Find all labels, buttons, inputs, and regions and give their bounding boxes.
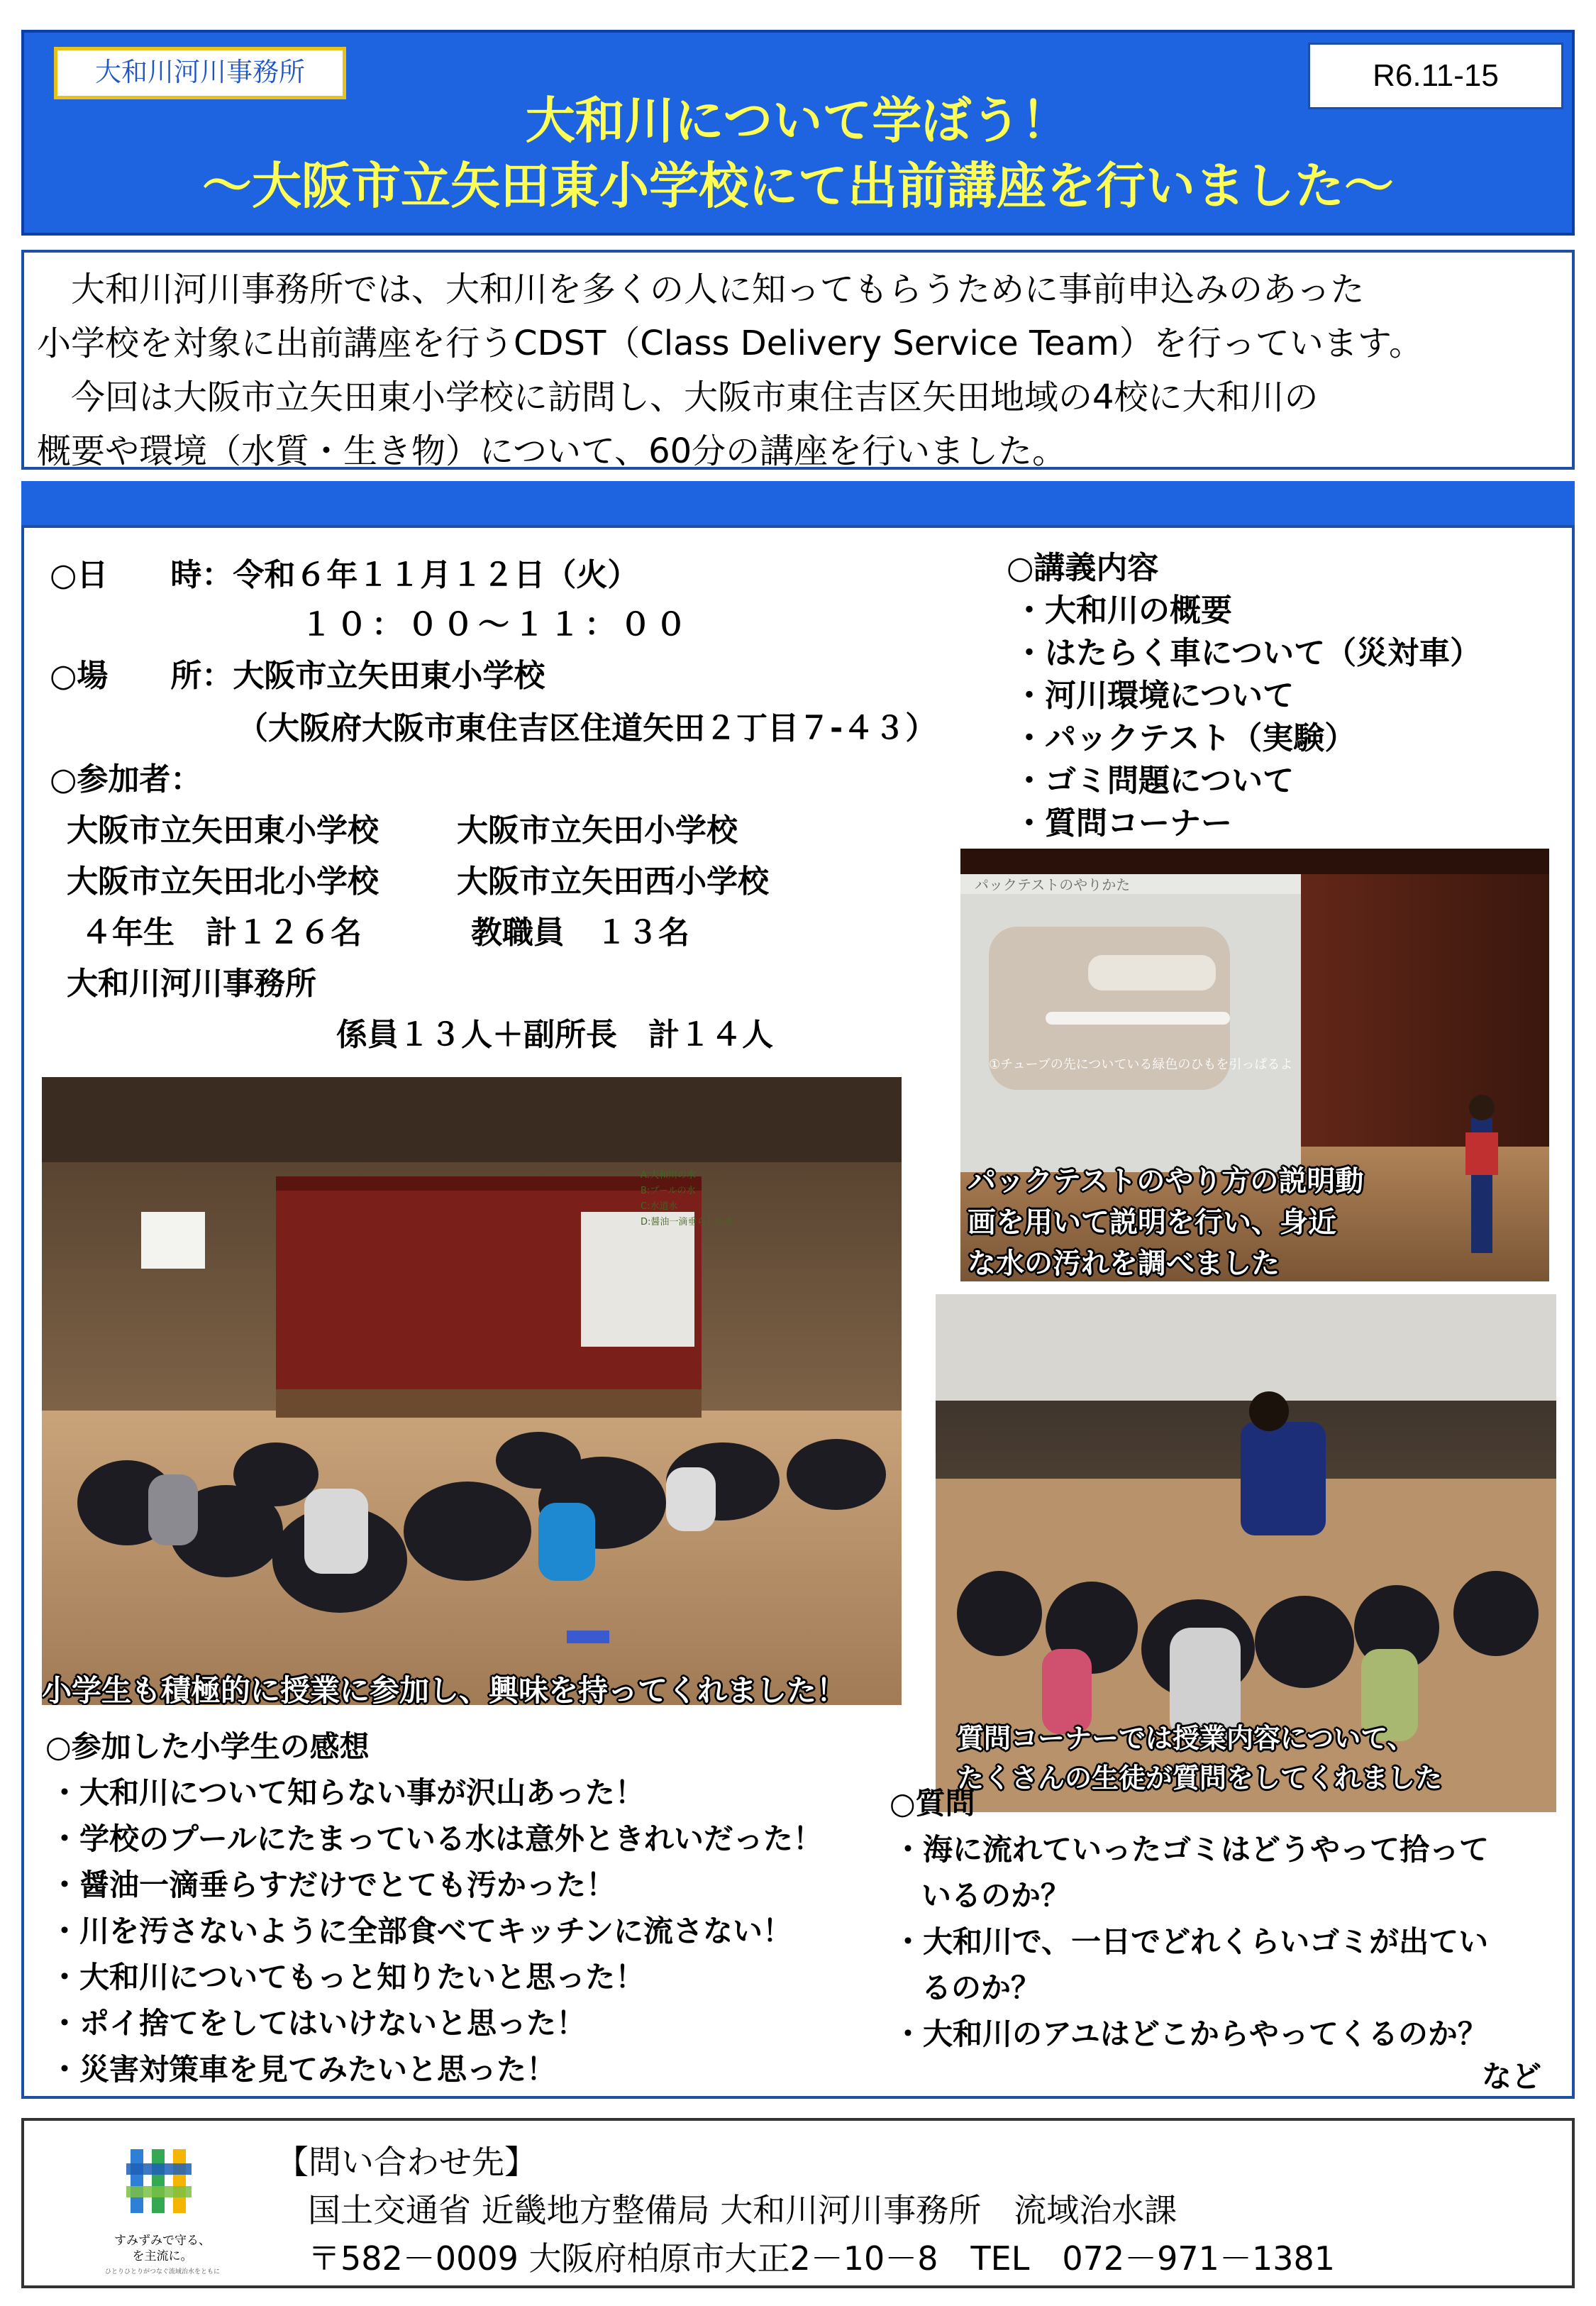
impression-item: ・学校のプールにたまっている水は意外ときれいだった！ — [50, 1821, 823, 1856]
quiz-line: C:水道水 — [641, 1201, 678, 1212]
intro-line: 小学校を対象に出前講座を行うCDST（Class Delivery Service Team）を行っています。 — [37, 324, 1423, 363]
divider-strip — [21, 481, 1575, 525]
contact-heading: 【問い合わせ先】 — [276, 2143, 537, 2181]
page-subtitle: ～大阪市立矢田東小学校にて出前講座を行いました～ — [202, 157, 1394, 215]
school-name: 大阪市立矢田小学校 — [457, 812, 738, 849]
caption-line: パックテストのやり方の説明動 — [968, 1165, 1364, 1198]
photo-question-corner — [936, 1294, 1556, 1812]
screen-title: パックテストのやりかた — [975, 876, 1131, 893]
contact-footer — [21, 2118, 1575, 2288]
impression-item: ・大和川についてもっと知りたいと思った！ — [50, 1960, 645, 1995]
question-item-cont: るのか？ — [921, 1970, 1041, 2005]
participants-label: ○参加者： — [50, 761, 202, 798]
caption-question — [957, 1719, 1442, 1798]
question-item: ・海に流れていったゴミはどうやって拾って — [893, 1832, 1490, 1867]
lecture-item: ・質問コーナー — [1014, 805, 1232, 842]
office-tag: 大和川河川事務所 — [54, 47, 346, 99]
contact-org: 国土交通省 近畿地方整備局 大和川河川事務所 流域治水課 — [308, 2191, 1177, 2229]
question-item-cont: いるのか？ — [921, 1878, 1071, 1913]
lecture-item: ・はたらく車について（災対車） — [1014, 635, 1482, 671]
impression-item: ・醤油一滴垂らすだけでとても汚かった！ — [50, 1868, 616, 1902]
lecture-item: ・ゴミ問題について — [1014, 763, 1295, 799]
staff-count: 係員１３人＋副所長 計１４人 — [336, 1017, 773, 1053]
intro-line: 大和川河川事務所では、大和川を多くの人に知ってもらうために事前申込みのあった — [37, 270, 1365, 309]
question-item: ・大和川で、一日でどれくらいゴミが出てい — [893, 1924, 1489, 1959]
event-date: ○日 時：令和６年１１月１２日（火） — [50, 557, 639, 593]
caption-gym: 小学生も積極的に授業に参加し、興味を持ってくれました！ — [42, 1673, 847, 1705]
school-name: 大阪市立矢田東小学校 — [67, 812, 379, 849]
photo-gym — [42, 1077, 902, 1705]
impression-item: ・大和川について知らない事が沢山あった！ — [50, 1775, 645, 1810]
quiz-line: B:プールの水 — [641, 1186, 696, 1196]
caption-packtest — [968, 1161, 1363, 1281]
logo-caption — [84, 2233, 240, 2280]
page-title: 大和川について学ぼう！ — [525, 92, 1071, 150]
caption-line: たくさんの生徒が質問をしてくれました — [957, 1762, 1443, 1794]
date-tag: R6.11-15 — [1308, 43, 1563, 109]
caption-line: 質問コーナーでは授業内容について、 — [957, 1723, 1414, 1754]
teacher-count: 教職員 １３名 — [471, 915, 689, 951]
quiz-line: D:醤油一滴垂らした水 — [641, 1217, 734, 1228]
question-item: ・大和川のアユはどこからやってくるのか？ — [893, 2017, 1487, 2051]
event-time: １０：００～１１：００ — [301, 607, 691, 643]
screen-subtitle: ①チューブの先についている緑色のひもを引っぱるよ — [989, 1057, 1293, 1072]
impression-item: ・川を汚さないように全部食べてキッチンに流さない！ — [50, 1914, 793, 1948]
gym-screen-quiz — [641, 1168, 733, 1230]
event-address: （大阪府大阪市東住吉区住道矢田２丁目７-４３） — [237, 710, 937, 746]
intro-box — [21, 250, 1575, 470]
office-name: 大和川河川事務所 — [67, 966, 316, 1002]
logo-text: を主流に。 — [132, 2249, 193, 2263]
event-place: ○場 所：大阪市立矢田東小学校 — [50, 658, 545, 694]
impression-item: ・ポイ捨てをしてはいけないと思った！ — [50, 2006, 587, 2041]
lecture-item: ・パックテスト（実験） — [1014, 720, 1356, 756]
school-name: 大阪市立矢田北小学校 — [67, 864, 379, 900]
school-name: 大阪市立矢田西小学校 — [457, 864, 769, 900]
header-banner — [21, 30, 1575, 236]
student-count: ４年生 計１２６名 — [81, 915, 362, 951]
impressions-heading: ○参加した小学生の感想 — [45, 1729, 370, 1764]
questions-heading: ○質問 — [890, 1786, 975, 1821]
questions-etc: など — [1482, 2059, 1542, 2094]
logo-text: すみずみで守る、 — [114, 2234, 211, 2248]
caption-line: な水の汚れを調べました — [968, 1247, 1280, 1280]
lecture-item: ・大和川の概要 — [1014, 592, 1232, 629]
lecture-heading: ○講義内容 — [1007, 550, 1159, 586]
lecture-item: ・河川環境について — [1014, 678, 1295, 714]
contact-address: 〒582－0009 大阪府柏原市大正2－10－8 TEL 072－971－1381 — [308, 2239, 1336, 2278]
photo-packtest — [960, 849, 1549, 1281]
photo-gym-image — [42, 1077, 902, 1705]
intro-line: 概要や環境（水質・生き物）について、60分の講座を行いました。 — [37, 431, 1067, 471]
logo-small-text: ひとりひとりがつなぐ流域治水をともに — [104, 2268, 220, 2275]
impression-item: ・災害対策車を見てみたいと思った！ — [50, 2052, 557, 2087]
intro-line: 今回は大阪市立矢田東小学校に訪問し、大阪市東住吉区矢田地域の4校に大和川の — [37, 377, 1319, 417]
main-content — [21, 525, 1575, 2099]
ryuiki-chisui-logo — [95, 2142, 223, 2241]
caption-line: 画を用いて説明を行い、身近 — [968, 1206, 1336, 1239]
logo-icon — [95, 2142, 223, 2241]
quiz-line: A:大和川の水 — [641, 1170, 697, 1181]
